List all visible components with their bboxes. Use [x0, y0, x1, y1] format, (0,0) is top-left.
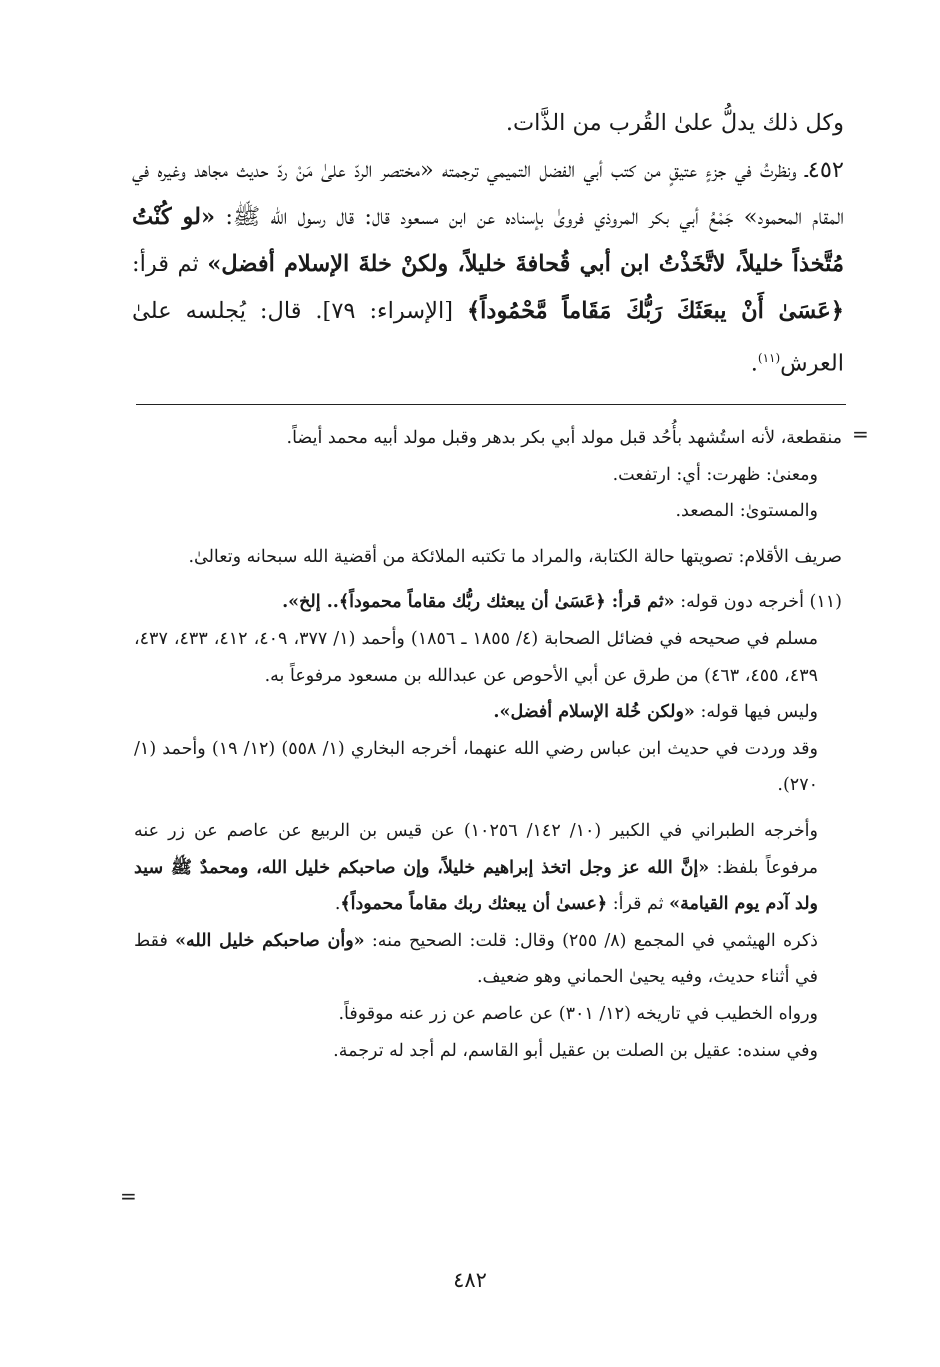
text-segment: ثم قرأ:: [132, 251, 208, 277]
continuation-mark-end: =: [120, 1184, 137, 1208]
footnote-line: منقطعة، لأنه استُشهد بأُحُد قبل مولد أبي بكر بدهر وقبل مولد أبيه محمد أيضاً.: [286, 428, 842, 448]
page-number: ٤٨٢: [453, 1268, 487, 1292]
footnote-line: ومعنىٰ: ظهرت: أي: ارتفعت.: [612, 464, 818, 485]
footnote-line: وقد وردت في حديث ابن عباس رضي الله عنهما، أخرجه البخاري (١/ ٥٥٨) (١٢/ ١٩) وأحمد (١/ ٢٧٠).: [134, 738, 819, 796]
paragraph-dhat: وكل ذلك يدلُّ علىٰ القُرب من الذَّات.: [505, 110, 844, 136]
text-segment: وأخرجه الطبراني في الكبير (١٠/ ١٤٢/ ١٠٢٥٦) عن قيس بن الربيع عن عاصم عن زر عنه مرفوعاً بلفظ:: [134, 820, 819, 878]
footnote-line: صريف الأقلام: تصويتها حالة الكتابة، والمراد ما تكتبه الملائكة من أقضية الله سبحانه وتعالىٰ.: [188, 546, 842, 567]
footnote-line: مسلم في صحيحه في فضائل الصحابة (٤/ ١٨٥٥ ـ ١٨٥٦) وأحمد (١/ ٣٧٧، ٤٠٩، ٤١٢، ٤٣٣، ٤٣٧، ٤٣٩، ٤٥٥، ٤٦٣) من طرق عن أبي الأحوص عن عبدالله بن مسعود مرفوعاً به.: [134, 628, 818, 686]
quoted-text: «إنَّ الله عز وجل اتخذ إبراهيم خليلاً، وإن صاحبكم خليل الله، ومحمدٌ ﷺ سيد ولد آدم يوم القيامة»: [134, 857, 818, 915]
main-text: [132, 100, 844, 388]
footnote-line: ورواه الخطيب في تاريخه (١٢/ ٣٠١) عن عاصم عن زر عنه موقوفاً.: [338, 1003, 818, 1024]
text-segment: (١١) أخرجه دون قوله:: [674, 592, 842, 613]
footnote-line: [134, 813, 842, 923]
text-segment: ثم قرأ:: [607, 894, 670, 915]
paragraph-452: [132, 147, 844, 388]
quran-verse: ﴿عَسَىٰ أَنْ يبعَثَكَ رَبُّكَ مَقَاماً مَّحْمُوداً﴾: [466, 298, 844, 324]
text-segment: فقط في أثناء حديث، وفيه يحيىٰ الحماني وهو ضعيف.: [134, 930, 818, 988]
footnote-line: [134, 694, 842, 731]
quran-verse: ﴿عسىٰ أن يبعثك ربك مقاماً محموداً﴾: [340, 894, 608, 915]
footnote-line: والمستوىٰ: المصعد.: [675, 501, 818, 522]
text-segment: [الإسراء: ٧٩]. قال: يُجلسه علىٰ العرش: [132, 298, 844, 377]
text-segment: ٤٥٢ـ ونظرتُ في جزءٍ عتيقٍ من كتب أبي الفضل التميمي ترجمته «مختصر الردّ علىٰ مَنْ ردّ حديث مجاهد وغيره في المقام المحمود» جَمْعُ أبي بكر المروذي فروىٰ بإسناده عن ابن مسعود قال: قال رسول الله ﷺ:: [132, 157, 844, 230]
continuation-mark-start: =: [852, 422, 869, 446]
text-segment: ذكره الهيثمي في المجمع (٨/ ٢٥٥) وقال: قلت: الصحيح منه:: [364, 930, 818, 951]
text-segment: .: [334, 894, 341, 915]
text-segment: وليس فيها قوله:: [694, 702, 818, 723]
text-segment: .: [750, 350, 758, 377]
footnote-line: وفي سنده: عقيل بن الصلت بن عقيل أبو القاسم، لم أجد له ترجمة.: [333, 1040, 818, 1061]
footnote-line: [134, 923, 842, 996]
quoted-text: «وأن صاحبكم خليل الله»: [175, 930, 365, 951]
footnotes: [134, 420, 842, 1069]
footnote-ref[interactable]: (١١): [757, 351, 781, 365]
quoted-text: «ولكن خُلة الإسلام أفضل».: [493, 702, 695, 723]
hadith-quote: «لو كُنْتُ مُتَّخذاً خليلاً، لاتَّخَذْتُ ابن أبي قُحافةَ خليلاً، ولكنْ خلةَ الإسلام أفضل»: [132, 204, 844, 277]
footnote-divider: [136, 404, 846, 405]
quoted-text: «ثم قرأ: ﴿عَسَىٰ أن يبعثك ربُّك مقاماً محموداً﴾.. إلخ».: [282, 592, 675, 613]
footnote-11: [134, 584, 842, 621]
